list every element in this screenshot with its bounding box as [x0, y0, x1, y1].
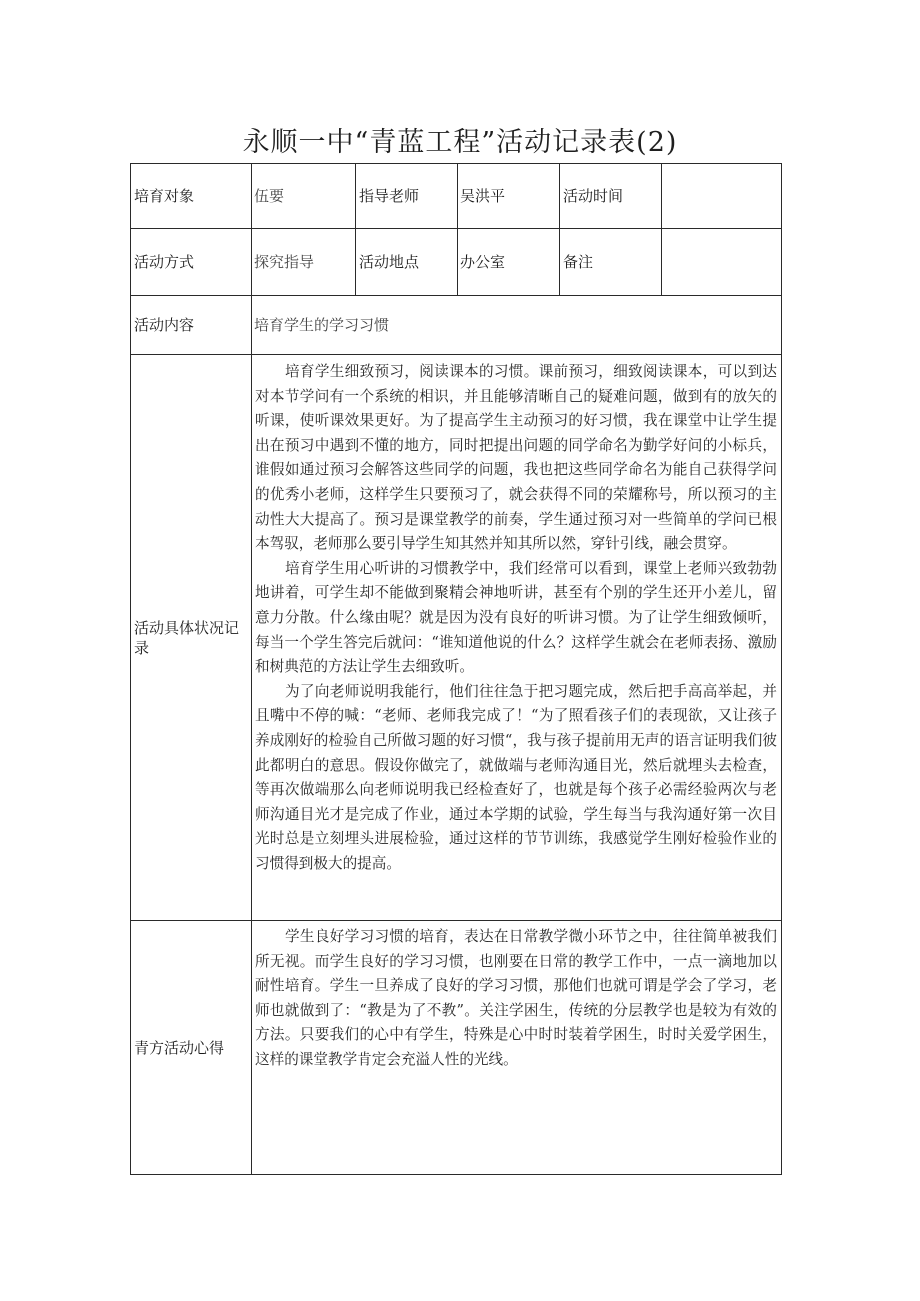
record-paragraph: 培育学生细致预习，阅读课本的习惯。课前预习，细致阅读课本，可以到达对本节学问有一个系统的相识，并且能够清晰自己的疑难问题，做到有的放矢的听课，使听课效果更好。为了提高学生主动预习的好习惯，我在课堂中让学生提出在预习中遇到不懂的地方，同时把提出问题的同学命名为勤学好问的小标兵，谁假如通过预习会解答这些同学的问题，我也把这些同学命名为能自己获得学问的优秀小老师，这样学生只要预习了，就会获得不同的荣耀称号，所以预习的主动性大大提高了。预习是课堂教学的前奏，学生通过预习对一些简单的学问已根本驾驭，老师那么要引导学生知其然并知其所以然，穿针引线，融会贯穿。: [255, 363, 777, 553]
experience-label: 青方活动心得: [131, 921, 252, 1175]
content-value: 培育学生的学习习惯: [252, 296, 782, 355]
experience-paragraph: 学生良好学习习惯的培育，表达在日常教学微小环节之中，往往简单被我们所无视。而学生良好的学习习惯，也刚要在日常的教学工作中，一点一滴地加以耐性培育。学生一旦养成了良好的学习习惯，那他们也就可谓是学会了学习，老师也就做到了：“教是为了不教”。关注学困生，传统的分层教学也是较为有效的方法。只要我们的心中有学生，特殊是心中时时装着学困生，时时关爱学困生，这样的课堂教学肯定会充溢人性的光线。: [255, 928, 777, 1068]
table-row: [131, 164, 782, 229]
target-value: 伍要: [252, 164, 356, 229]
record-paragraph: 为了向老师说明我能行，他们往往急于把习题完成，然后把手高高举起，并且嘴中不停的喊：“老师、老师我完成了！“为了照看孩子们的表现欲，又让孩子养成刚好的检验自己所做习题的好习惯“，我与孩子提前用无声的语言证明我们彼此都明白的意思。假设你做完了，就做端与老师沟通目光，然后就埋头去检查，等再次做端那么向老师说明我已经检查好了，也就是每个孩子必需经验两次与老师沟通目光才是完成了作业，通过本学期的试验，学生每当与我沟通好第一次目光时总是立刻埋头进展检验，通过这样的节节训练，我感觉学生刚好检验作业的习惯得到极大的提高。: [255, 682, 777, 872]
place-label: 活动地点: [356, 229, 458, 296]
table-row: [131, 921, 782, 1175]
teacher-value: 吴洪平: [458, 164, 560, 229]
teacher-label: 指导老师: [356, 164, 458, 229]
activity-record-table: [130, 163, 782, 1175]
method-value: 探究指导: [252, 229, 356, 296]
target-label: 培育对象: [131, 164, 252, 229]
time-label: 活动时间: [560, 164, 662, 229]
remark-label: 备注: [560, 229, 662, 296]
table-row: [131, 229, 782, 296]
table-row: [131, 355, 782, 921]
record-paragraph: 培育学生用心听讲的习惯教学中，我们经常可以看到，课堂上老师兴致勃勃地讲着，可学生却不能做到聚精会神地听讲，甚至有个别的学生还开小差儿，留意力分散。什么缘由呢？就是因为没有良好的听讲习惯。为了让学生细致倾听，每当一个学生答完后就问：“谁知道他说的什么？这样学生就会在老师表扬、激励和树典范的方法让学生去细致听。: [255, 559, 777, 676]
time-value: [662, 164, 782, 229]
method-label: 活动方式: [131, 229, 252, 296]
record-label: 活动具体状况记录: [131, 355, 252, 921]
page-title: 永顺一中“青蓝工程”活动记录表(2): [242, 127, 678, 158]
place-value: 办公室: [458, 229, 560, 296]
record-content: [252, 355, 782, 921]
remark-value: [662, 229, 782, 296]
content-label: 活动内容: [131, 296, 252, 355]
table-row: [131, 296, 782, 355]
experience-content: [252, 921, 782, 1175]
